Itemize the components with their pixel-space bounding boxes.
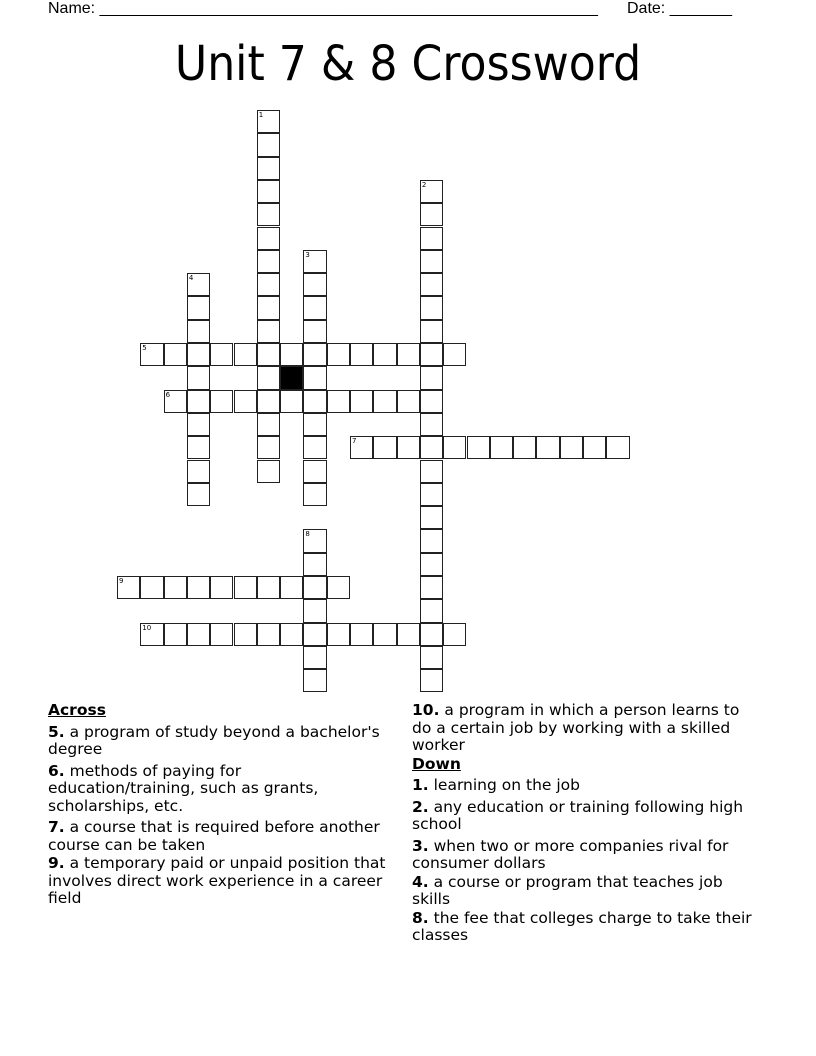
grid-cell[interactable] <box>257 296 280 319</box>
grid-cell[interactable] <box>373 390 396 413</box>
grid-cell[interactable] <box>420 623 443 646</box>
cell-number: 8 <box>305 530 310 539</box>
grid-cell[interactable] <box>327 390 350 413</box>
clue-across-9 <box>48 855 393 908</box>
grid-cell[interactable] <box>303 460 326 483</box>
grid-cell[interactable] <box>257 390 280 413</box>
grid-cell[interactable] <box>280 390 303 413</box>
grid-cell[interactable] <box>164 576 187 599</box>
clues-column-left <box>48 702 393 912</box>
grid-cell[interactable] <box>443 623 466 646</box>
clue-text: any education or training following high school <box>412 797 744 833</box>
grid-cell[interactable] <box>350 623 373 646</box>
grid-cell[interactable] <box>280 343 303 366</box>
grid-cell[interactable] <box>303 646 326 669</box>
grid-cell[interactable] <box>140 343 163 366</box>
cell-number: 4 <box>188 274 194 283</box>
grid-cell[interactable] <box>257 250 280 273</box>
cell-number: 9 <box>119 577 124 585</box>
grid-cell[interactable] <box>257 320 280 343</box>
grid-cell[interactable] <box>443 436 466 459</box>
grid-cell[interactable] <box>490 436 513 459</box>
clue-text: a course or program that teaches job skills <box>412 872 723 908</box>
clue-number: 5. <box>48 722 65 741</box>
cell-number: 1 <box>258 111 264 119</box>
grid-cell[interactable] <box>327 623 350 646</box>
across-heading: Across <box>48 701 106 719</box>
grid-cell[interactable] <box>583 436 606 459</box>
grid-cell[interactable] <box>303 343 326 366</box>
grid-cell[interactable] <box>467 436 490 459</box>
grid-cell[interactable] <box>303 599 326 622</box>
grid-cell[interactable] <box>257 436 280 459</box>
grid-cell[interactable] <box>303 669 326 692</box>
cell-number: 6 <box>165 390 171 399</box>
grid-cell[interactable] <box>397 436 420 459</box>
clue-text: a temporary paid or unpaid position that involves direct work experience in a career field <box>48 854 386 907</box>
grid-cell[interactable] <box>280 576 303 599</box>
cell-number: 10 <box>142 623 152 632</box>
grid-cell[interactable] <box>257 413 280 436</box>
grid-cell[interactable] <box>303 483 326 506</box>
grid-cell[interactable] <box>303 296 326 319</box>
grid-cell[interactable] <box>117 576 140 599</box>
down-heading: Down <box>412 754 461 773</box>
grid-cell[interactable] <box>257 157 280 180</box>
grid-cell[interactable] <box>420 273 443 296</box>
clue-number: 1. <box>412 776 429 794</box>
grid-cell[interactable] <box>234 576 257 599</box>
grid-cell[interactable] <box>210 623 233 646</box>
grid-cell[interactable] <box>420 599 443 622</box>
grid-cell[interactable] <box>420 390 443 413</box>
cell-number: 3 <box>305 250 310 259</box>
grid-cell[interactable] <box>187 576 210 599</box>
grid-cell[interactable] <box>420 669 443 692</box>
cell-number: 7 <box>352 437 357 446</box>
grid-cell[interactable] <box>140 623 163 646</box>
clue-number: 8. <box>412 908 429 927</box>
grid-cell[interactable] <box>420 483 443 506</box>
clue-text: a course that is required before another course can be taken <box>48 818 380 854</box>
grid-cell[interactable] <box>303 529 326 552</box>
grid-cell[interactable] <box>420 227 443 250</box>
clue-across-10 <box>412 702 762 755</box>
grid-cell[interactable] <box>397 623 420 646</box>
grid-cell[interactable] <box>257 623 280 646</box>
grid-cell[interactable] <box>303 413 326 436</box>
black-cell <box>280 366 303 389</box>
clue-number: 10. <box>412 701 440 719</box>
clue-number: 9. <box>48 854 65 872</box>
grid-cell[interactable] <box>397 390 420 413</box>
grid-cell[interactable] <box>327 343 350 366</box>
clue-down-2 <box>412 799 762 834</box>
grid-cell[interactable] <box>303 250 326 273</box>
grid-cell[interactable] <box>420 320 443 343</box>
grid-cell[interactable] <box>140 576 163 599</box>
grid-cell[interactable] <box>420 646 443 669</box>
clue-text: a program of study beyond a bachelor's degree <box>48 722 380 758</box>
grid-cell[interactable] <box>257 460 280 483</box>
grid-cell[interactable] <box>164 343 187 366</box>
grid-cell[interactable] <box>234 390 257 413</box>
clue-number: 2. <box>412 797 429 816</box>
grid-cell[interactable] <box>187 296 210 319</box>
grid-cell[interactable] <box>257 273 280 296</box>
grid-cell[interactable] <box>420 413 443 436</box>
grid-cell[interactable] <box>187 366 210 389</box>
clue-down-1 <box>412 777 762 795</box>
grid-cell[interactable] <box>303 576 326 599</box>
grid-cell[interactable] <box>420 460 443 483</box>
clue-down-3 <box>412 838 762 873</box>
grid-cell[interactable] <box>280 623 303 646</box>
grid-cell[interactable] <box>303 390 326 413</box>
clue-text: a program in which a person learns to do a certain job by working with a skilled worker <box>412 701 740 754</box>
grid-cell[interactable] <box>257 343 280 366</box>
grid-cell[interactable] <box>350 390 373 413</box>
grid-cell[interactable] <box>210 343 233 366</box>
clue-across-5 <box>48 724 393 759</box>
grid-cell[interactable] <box>257 576 280 599</box>
grid-cell[interactable] <box>303 436 326 459</box>
grid-cell[interactable] <box>257 203 280 226</box>
clue-down-8 <box>412 910 762 945</box>
cell-number: 5 <box>142 344 147 352</box>
grid-cell[interactable] <box>257 227 280 250</box>
grid-cell[interactable] <box>187 623 210 646</box>
grid-cell[interactable] <box>536 436 559 459</box>
grid-cell[interactable] <box>187 460 210 483</box>
grid-cell[interactable] <box>513 436 536 459</box>
clues-column-right <box>412 702 762 949</box>
grid-cell[interactable] <box>187 273 210 296</box>
grid-cell[interactable] <box>164 390 187 413</box>
clue-number: 3. <box>412 836 429 855</box>
grid-cell[interactable] <box>420 576 443 599</box>
grid-cell[interactable] <box>560 436 583 459</box>
grid-cell[interactable] <box>420 529 443 552</box>
grid-cell[interactable] <box>187 483 210 506</box>
clue-across-6 <box>48 763 393 816</box>
clue-text: methods of paying for education/training, such as grants, scholarships, etc. <box>48 761 319 815</box>
grid-cell[interactable] <box>187 413 210 436</box>
clue-text: learning on the job <box>428 776 581 794</box>
grid-cell[interactable] <box>303 553 326 576</box>
grid-cell[interactable] <box>373 436 396 459</box>
grid-cell[interactable] <box>164 623 187 646</box>
clue-number: 4. <box>412 872 429 891</box>
grid-cell[interactable] <box>420 203 443 226</box>
grid-cell[interactable] <box>443 343 466 366</box>
grid-cell[interactable] <box>420 506 443 529</box>
grid-cell[interactable] <box>187 320 210 343</box>
grid-cell[interactable] <box>303 273 326 296</box>
clue-number: 6. <box>48 761 65 780</box>
clue-down-4 <box>412 874 762 909</box>
grid-cell[interactable] <box>350 343 373 366</box>
grid-cell[interactable] <box>234 343 257 366</box>
clue-text: when two or more companies rival for consumer dollars <box>412 836 729 872</box>
grid-cell[interactable] <box>606 436 629 459</box>
grid-cell[interactable] <box>420 436 443 459</box>
clue-text: the fee that colleges charge to take their classes <box>412 908 752 944</box>
grid-cell[interactable] <box>187 436 210 459</box>
grid-cell[interactable] <box>397 343 420 366</box>
grid-cell[interactable] <box>234 623 257 646</box>
grid-cell[interactable] <box>187 390 210 413</box>
clue-number: 7. <box>48 818 65 836</box>
grid-cell[interactable] <box>257 180 280 203</box>
date-field[interactable]: Date: _______ <box>627 0 732 17</box>
grid-cell[interactable] <box>303 366 326 389</box>
name-field[interactable]: Name: ________________________________________________________ <box>48 0 598 17</box>
grid-cell[interactable] <box>373 343 396 366</box>
grid-cell[interactable] <box>257 110 280 133</box>
grid-cell[interactable] <box>303 623 326 646</box>
grid-cell[interactable] <box>420 366 443 389</box>
grid-cell[interactable] <box>327 576 350 599</box>
grid-cell[interactable] <box>303 320 326 343</box>
grid-cell[interactable] <box>420 250 443 273</box>
grid-cell[interactable] <box>210 390 233 413</box>
page-title: Unit 7 & 8 Crossword <box>174 36 642 92</box>
grid-cell[interactable] <box>420 343 443 366</box>
grid-cell[interactable] <box>420 553 443 576</box>
grid-cell[interactable] <box>420 180 443 203</box>
grid-cell[interactable] <box>257 133 280 156</box>
grid-cell[interactable] <box>257 366 280 389</box>
grid-cell[interactable] <box>373 623 396 646</box>
grid-cell[interactable] <box>350 436 373 459</box>
grid-cell[interactable] <box>187 343 210 366</box>
grid-cell[interactable] <box>210 576 233 599</box>
clue-across-7 <box>48 819 393 854</box>
cell-number: 2 <box>421 180 427 189</box>
grid-cell[interactable] <box>420 296 443 319</box>
